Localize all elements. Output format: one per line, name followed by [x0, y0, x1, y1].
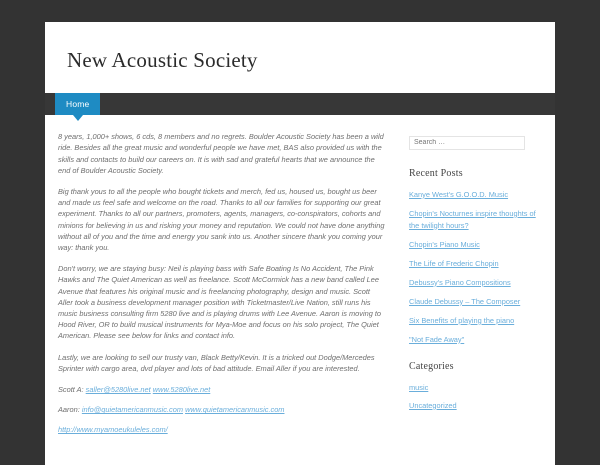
list-item — [409, 276, 541, 288]
recent-posts-widget — [409, 168, 541, 345]
site-page-container — [45, 22, 555, 465]
recent-post-link[interactable]: Chopin's Nocturnes inspire thoughts of the twilight hours? — [409, 208, 536, 230]
list-item — [409, 207, 541, 231]
nav-active-arrow-icon — [73, 115, 83, 121]
categories-title: Categories — [409, 360, 454, 372]
nav-item-home[interactable] — [55, 93, 100, 115]
list-item — [409, 333, 541, 345]
list-item — [409, 188, 541, 200]
categories-list — [409, 381, 541, 411]
list-item — [409, 314, 541, 326]
contact-prefix: Aaron: — [58, 405, 82, 415]
list-item — [409, 381, 541, 393]
myamoeukuleles-link[interactable]: http://www.myamoeukuleles.com/ — [58, 425, 168, 435]
recent-post-link[interactable]: Six Benefits of playing the piano — [409, 315, 515, 325]
recent-post-link[interactable]: Debussy's Piano Compositions — [409, 277, 511, 287]
entry-paragraph: Lastly, we are looking to sell our trusty van, Black Betty/Kevin. It is a tricked out Dodge/Mercedes Sprinter with cargo area, dvd player and lots of bad attitude. Email Aller if you are interested. — [58, 352, 375, 373]
search-widget — [409, 131, 541, 150]
site-title: New Acoustic Society — [67, 48, 258, 72]
recent-post-link[interactable]: The Life of Frederic Chopin — [409, 258, 499, 268]
recent-post-link[interactable]: "Not Fade Away" — [409, 334, 465, 344]
entry-paragraph: Don't worry, we are staying busy: Neil is playing bass with Safe Boating Is No Accident, The Pink Hawks and The Quiet American as well as freelance. Scott McCormick has a new band called Lee Avenue that features his original music and is freelancing photography, design and music. Scott Aller took a business development manager position with Ticketmaster/Live Nation, still runs his music business consulting firm 5280 live and is playing drums with Lee Avenue. Aaron is moving to Hood River, OR to build musical instruments for Mya-Moe and focus on his solo project, The Quiet American. Please see below for links and contact info. — [58, 264, 382, 341]
sidebar — [400, 115, 555, 447]
category-link[interactable]: Uncategorized — [409, 400, 457, 410]
main-content — [45, 115, 400, 464]
recent-posts-list — [409, 188, 541, 345]
contact-email-link-aaron[interactable]: info@quietamericanmusic.com — [81, 405, 183, 415]
post-entry — [58, 131, 386, 435]
page-body — [45, 115, 555, 464]
list-item — [409, 295, 541, 307]
entry-paragraph: 8 years, 1,000+ shows, 6 cds, 8 members and no regrets. Boulder Acoustic Society has been a wild ride. Besides all the great music and wonderful people we have met, BAS also provided us with the skills and contacts to build our careers on. It is with sad and grateful hearts that we announce the end of Boulder Acoustic Society. — [58, 132, 384, 175]
contact-prefix: Scott A: — [58, 385, 86, 395]
contact-website-link-aaron[interactable]: www.quietamericanmusic.com — [185, 405, 285, 415]
list-item — [409, 257, 541, 269]
recent-posts-title: Recent Posts — [409, 167, 463, 179]
final-link-line — [58, 424, 386, 435]
site-header — [45, 22, 555, 93]
search-input[interactable] — [409, 136, 525, 150]
entry-paragraph: Big thank yous to all the people who bought tickets and merch, fed us, housed us, bought us beer and made us feel safe and welcome on the road. Thanks to all our families for supporting our great experiment. Thanks to all our partners, promoters, agents, managers, co-conspirators, cohorts and minions for believing in us and risking your money and reputation. We could not have done anything without all of you and the time and energy you sank into us. Another sincere thank you coming your way: thank you. — [58, 187, 385, 253]
contact-website-link-scott[interactable]: www.5280live.net — [152, 385, 211, 395]
category-link[interactable]: music — [409, 382, 429, 392]
recent-post-link[interactable]: Kanye West's G.O.O.D. Music — [409, 189, 509, 199]
recent-post-link[interactable]: Chopin's Piano Music — [409, 239, 480, 249]
list-item — [409, 399, 541, 411]
contact-line-aaron — [58, 404, 386, 415]
contact-line-scott — [58, 384, 386, 395]
recent-post-link[interactable]: Claude Debussy – The Composer — [409, 296, 521, 306]
categories-widget — [409, 361, 541, 411]
contact-email-link-scott[interactable]: saller@5280live.net — [85, 385, 151, 395]
nav-item-label: Home — [66, 99, 90, 110]
primary-navigation — [45, 93, 555, 115]
list-item — [409, 238, 541, 250]
